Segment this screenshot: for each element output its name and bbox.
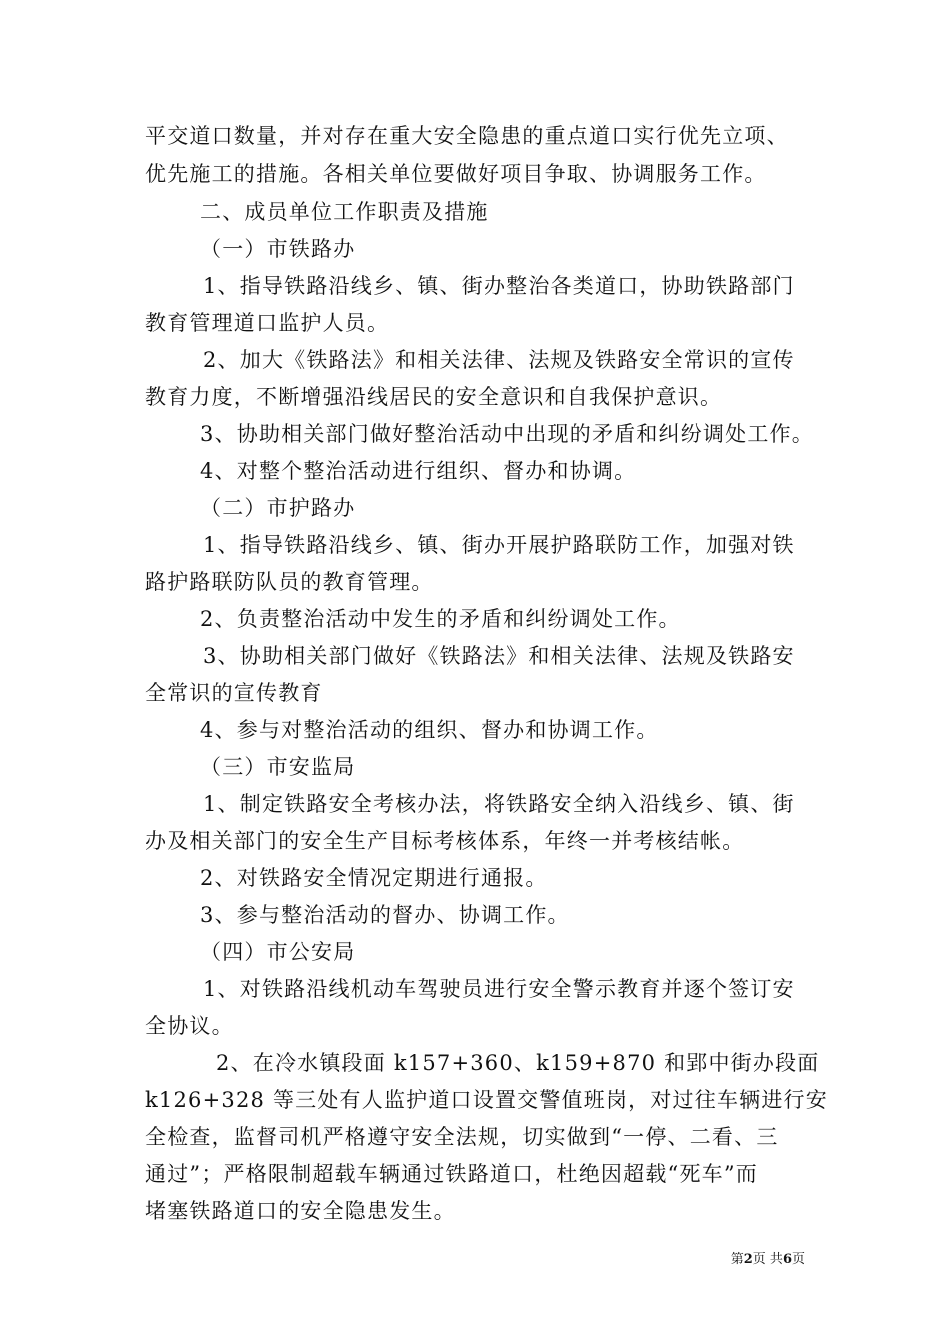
subsection-heading: （三）市安监局: [200, 755, 356, 779]
text-line: 全协议。: [145, 1014, 234, 1038]
text-line: 堵塞铁路道口的安全隐患发生。: [145, 1199, 456, 1223]
section-heading: 二、成员单位工作职责及措施: [200, 200, 489, 224]
text-line: 4、对整个整治活动进行组织、督办和协调。: [200, 459, 637, 483]
text-line: 4、参与对整治活动的组织、督办和协调工作。: [200, 718, 659, 742]
text-line: 路护路联防队员的教育管理。: [145, 570, 434, 594]
text-line: 全常识的宣传教育: [145, 681, 323, 705]
footer-suffix: 页: [791, 1252, 805, 1267]
text-line: 1、指导铁路沿线乡、镇、街办开展护路联防工作，加强对铁: [203, 533, 795, 557]
text-line: 2、在冷水镇段面 k157+360、k159+870 和郢中街办段面: [216, 1051, 820, 1075]
text-line: 办及相关部门的安全生产目标考核体系，年终一并考核结帐。: [145, 829, 745, 853]
text-line: 教育管理道口监护人员。: [145, 311, 390, 335]
text-line: 1、指导铁路沿线乡、镇、街办整治各类道口，协助铁路部门: [203, 274, 795, 298]
total-page-count: 6: [782, 1252, 792, 1267]
page-footer: [731, 1252, 805, 1268]
footer-prefix: 第: [730, 1252, 744, 1267]
text-line: 2、负责整治活动中发生的矛盾和纠纷调处工作。: [200, 607, 681, 631]
subsection-heading: （一）市铁路办: [200, 237, 356, 261]
current-page-number: 2: [743, 1252, 753, 1267]
text-line: k126+328 等三处有人监护道口设置交警值班岗，对过往车辆进行安: [145, 1088, 828, 1112]
text-line: 1、对铁路沿线机动车驾驶员进行安全警示教育并逐个签订安: [203, 977, 795, 1001]
footer-middle: 页 共: [752, 1252, 783, 1267]
text-line: 平交道口数量，并对存在重大安全隐患的重点道口实行优先立项、: [145, 124, 789, 148]
text-line: 2、加大《铁路法》和相关法律、法规及铁路安全常识的宣传: [203, 348, 795, 372]
text-line: 教育力度，不断增强沿线居民的安全意识和自我保护意识。: [145, 385, 723, 409]
text-line: 全检查，监督司机严格遵守安全法规，切实做到“一停、二看、三: [145, 1125, 779, 1149]
text-line: 优先施工的措施。各相关单位要做好项目争取、协调服务工作。: [145, 162, 767, 186]
subsection-heading: （四）市公安局: [200, 940, 356, 964]
text-line: 2、对铁路安全情况定期进行通报。: [200, 866, 548, 890]
text-line: 1、制定铁路安全考核办法，将铁路安全纳入沿线乡、镇、街: [203, 792, 795, 816]
text-line: 3、协助相关部门做好整治活动中出现的矛盾和纠纷调处工作。: [200, 422, 814, 446]
text-line: 3、协助相关部门做好《铁路法》和相关法律、法规及铁路安: [203, 644, 795, 668]
text-line: 通过”；严格限制超载车辆通过铁路道口，杜绝因超载“死车”而: [145, 1162, 759, 1186]
subsection-heading: （二）市护路办: [200, 496, 356, 520]
text-line: 3、参与整治活动的督办、协调工作。: [200, 903, 570, 927]
